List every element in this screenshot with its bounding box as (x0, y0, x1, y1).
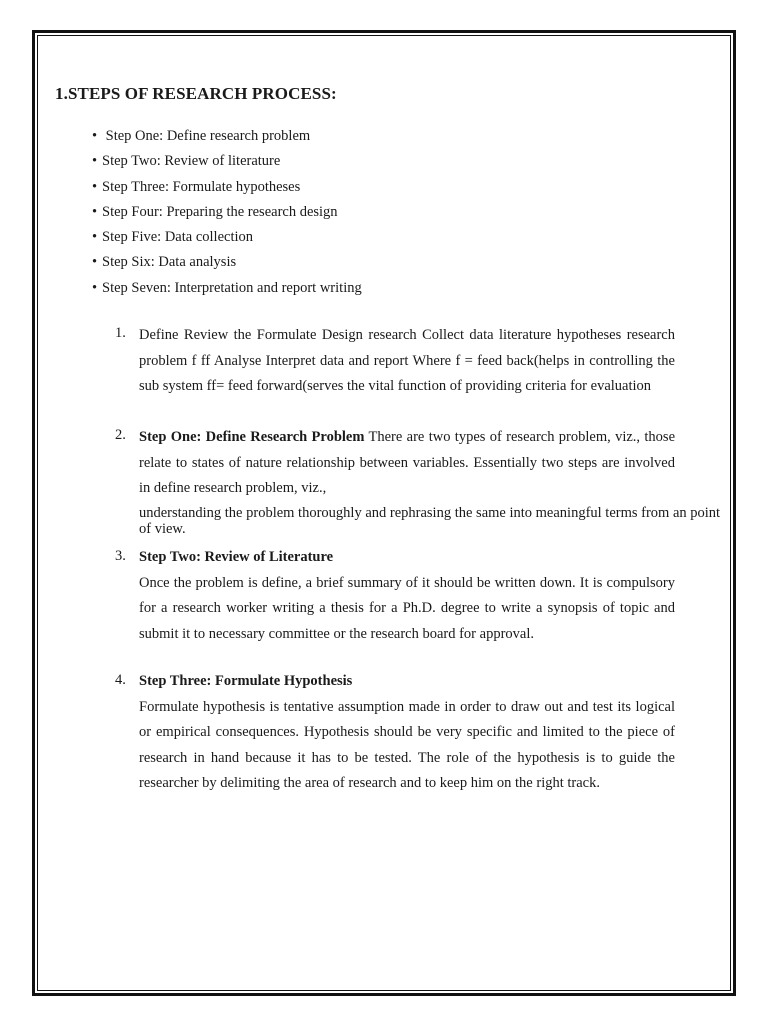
item-body (139, 425, 675, 502)
bullet: • (92, 279, 98, 296)
bullet: • (92, 128, 98, 144)
steps-list (92, 125, 362, 302)
item-text: There are two types of research problem, viz., those relate to states of nature relationship between variables. Essentially two steps are involved in define research problem, viz., (139, 429, 676, 496)
item-text-continued: understanding the problem thoroughly and rephrasing the same into meaningful terms from an point of view. (139, 504, 721, 537)
step-label: Step Six: Data analysis (102, 254, 237, 271)
list-item (92, 150, 362, 175)
item-heading: Step One: Define Research Problem (139, 429, 365, 445)
bullet: • (92, 178, 98, 195)
numbered-item-1 (115, 323, 675, 400)
list-item (92, 226, 362, 251)
item-number: 4. (115, 672, 126, 688)
step-label: Step Three: Formulate hypotheses (102, 178, 301, 195)
list-item (92, 251, 362, 276)
numbered-item-4 (115, 669, 675, 797)
bullet: • (92, 153, 98, 170)
step-label: Step One: Define research problem (102, 128, 311, 144)
step-label: Step Four: Preparing the research design (102, 203, 338, 220)
list-item (92, 176, 362, 201)
item-heading: Step Three: Formulate Hypothesis (139, 673, 353, 689)
item-heading: Step Two: Review of Literature (139, 549, 334, 565)
step-label: Step Five: Data collection (102, 229, 254, 246)
item-text: Once the problem is define, a brief summary of it should be written down. It is compulsory for a research worker writing a thesis for a Ph.D. degree to write a synopsis of topic and submit it to necessary committee or the research board for approval. (139, 574, 675, 642)
numbered-item-2 (115, 425, 721, 537)
bullet: • (92, 229, 98, 246)
numbered-item-3 (115, 545, 675, 647)
page-title: 1.STEPS OF RESEARCH PROCESS: (55, 84, 337, 103)
list-item (92, 201, 362, 226)
step-label: Step Two: Review of literature (102, 153, 281, 170)
item-text: Define Review the Formulate Design research Collect data literature hypotheses research problem f ff Analyse Interpret data and report Where f = feed back(helps in controlling the sub system ff= feed forward(serves the vital function of providing criteria for evaluation (139, 327, 675, 394)
item-text: Formulate hypothesis is tentative assumption made in order to draw out and test its logical or empirical consequences. Hypothesis should be very specific and limited to the piece of research in hand because it has to be tested. The role of the hypothesis is to guide the researcher by delimiting the area of research and to keep him on the right track. (139, 698, 675, 791)
bullet: • (92, 254, 98, 271)
list-item (92, 125, 362, 150)
item-number: 1. (115, 325, 126, 341)
bullet: • (92, 203, 98, 220)
step-label: Step Seven: Interpretation and report writing (102, 279, 362, 296)
list-item (92, 277, 362, 302)
item-number: 2. (115, 427, 126, 443)
item-number: 3. (115, 548, 126, 564)
